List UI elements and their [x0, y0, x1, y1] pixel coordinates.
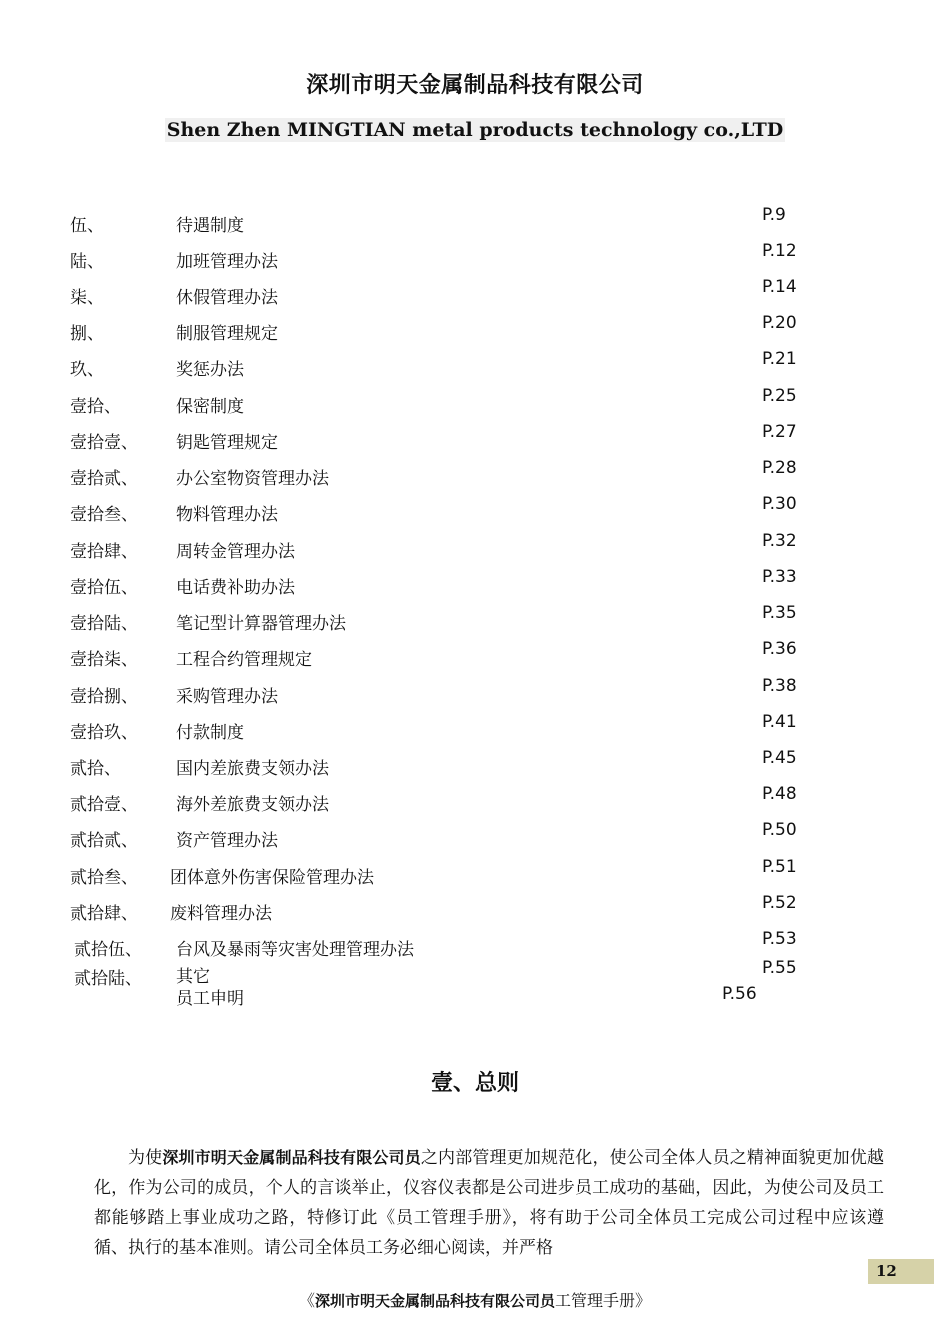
toc-number: 伍、 [70, 216, 104, 236]
toc-title: 周转金管理办法 [176, 542, 295, 562]
toc-page: P.30 [762, 494, 797, 514]
toc-page: P.9 [762, 205, 786, 225]
toc-page: P.55 [762, 958, 797, 978]
toc-title: 团体意外伤害保险管理办法 [170, 868, 374, 888]
toc-page: P.32 [762, 531, 797, 551]
toc-row [0, 984, 950, 1014]
toc-page: P.53 [762, 929, 797, 949]
toc-row [0, 820, 950, 850]
toc-row [0, 748, 950, 778]
toc-row [0, 458, 950, 488]
page-number-badge: 12 [868, 1259, 934, 1284]
toc-page: P.35 [762, 603, 797, 623]
toc-row [0, 857, 950, 887]
toc-title: 员工申明 [176, 989, 244, 1009]
toc-title: 海外差旅费支领办法 [176, 795, 329, 815]
section-heading: 壹、总则 [430, 1071, 519, 1096]
toc-number: 壹拾、 [70, 397, 121, 417]
footer-suffix: 工管理手册》 [555, 1291, 652, 1310]
toc-title: 钥匙管理规定 [176, 433, 278, 453]
toc-row [0, 422, 950, 452]
toc-title: 付款制度 [176, 723, 244, 743]
toc-row [0, 784, 950, 814]
toc-number: 壹拾伍、 [70, 578, 138, 598]
toc-title: 待遇制度 [176, 216, 244, 236]
company-name-cn: 深圳市明天金属制品科技有限公司 [306, 73, 644, 98]
footer-title [0, 1288, 950, 1311]
toc-number: 壹拾贰、 [70, 469, 138, 489]
toc-title: 其它 [176, 967, 210, 987]
toc-title: 奖惩办法 [176, 360, 244, 380]
toc-number: 壹拾玖、 [70, 723, 138, 743]
toc-page: P.14 [762, 277, 797, 297]
toc-number: 壹拾壹、 [70, 433, 138, 453]
toc-page: P.12 [762, 241, 797, 261]
footer-prefix: 《 [298, 1291, 315, 1310]
toc-title: 采购管理办法 [176, 687, 278, 707]
toc-row [0, 349, 950, 379]
toc-page: P.50 [762, 820, 797, 840]
toc-row [0, 205, 950, 235]
toc-page: P.38 [762, 676, 797, 696]
toc-row [0, 929, 950, 959]
toc-row [0, 676, 950, 706]
toc-title: 电话费补助办法 [176, 578, 295, 598]
toc-number: 贰拾伍、 [74, 940, 142, 960]
toc-title: 废料管理办法 [170, 904, 272, 924]
toc-number: 玖、 [70, 360, 104, 380]
toc-title: 物料管理办法 [176, 505, 278, 525]
toc-page: P.25 [762, 386, 797, 406]
toc-row [0, 277, 950, 307]
toc-title: 加班管理办法 [176, 252, 278, 272]
toc-number: 陆、 [70, 252, 104, 272]
toc-number: 捌、 [70, 324, 104, 344]
toc-title: 休假管理办法 [176, 288, 278, 308]
toc-title: 台风及暴雨等灾害处理管理办法 [176, 940, 414, 960]
toc-page: P.33 [762, 567, 797, 587]
toc-page: P.27 [762, 422, 797, 442]
toc-number: 贰拾陆、 [74, 969, 142, 989]
toc-page: P.48 [762, 784, 797, 804]
footer-company: 深圳市明天金属制品科技有限公司员 [314, 1292, 555, 1310]
toc-page: P.41 [762, 712, 797, 732]
toc-number: 贰拾叁、 [70, 868, 138, 888]
toc-number: 贰拾肆、 [70, 904, 138, 924]
toc-page: P.56 [722, 984, 757, 1004]
toc-row [0, 639, 950, 669]
toc-number: 壹拾捌、 [70, 687, 138, 707]
toc-row [0, 603, 950, 633]
toc-number: 壹拾柒、 [70, 650, 138, 670]
toc-page: P.45 [762, 748, 797, 768]
intro-rest: 之内部管理更加规范化，使公司全体人员之精神面貌更加优越化，作为公司的成员，个人的言谈举止，仪容仪表都是公司进步员工成功的基础，因此，为使公司及员工都能够踏上事业成功之路，特修订此《员工管理手册》，将有助于公司全体员工完成公司过程中应该遵循、执行的基本准则。请公司全体员工务必细心阅读，并严格 [94, 1148, 885, 1258]
toc-row [0, 386, 950, 416]
company-name-en-wrap [0, 118, 950, 142]
toc-title: 办公室物资管理办法 [176, 469, 329, 489]
toc-row [0, 567, 950, 597]
toc-title: 国内差旅费支领办法 [176, 759, 329, 779]
intro-company: 深圳市明天金属制品科技有限公司员 [162, 1148, 421, 1167]
toc-title: 工程合约管理规定 [176, 650, 312, 670]
toc-row [0, 712, 950, 742]
toc-page: P.51 [762, 857, 797, 877]
toc-row [0, 241, 950, 271]
toc-page: P.36 [762, 639, 797, 659]
toc-row [0, 313, 950, 343]
toc-page: P.20 [762, 313, 797, 333]
toc-page: P.52 [762, 893, 797, 913]
toc-number: 贰拾贰、 [70, 831, 138, 851]
toc-number: 贰拾壹、 [70, 795, 138, 815]
toc-number: 贰拾、 [70, 759, 121, 779]
intro-paragraph [94, 1143, 884, 1263]
toc-number: 壹拾叁、 [70, 505, 138, 525]
toc-title: 资产管理办法 [176, 831, 278, 851]
company-name-en: Shen Zhen MINGTIAN metal products technology co.,LTD [166, 119, 784, 141]
toc-row [0, 893, 950, 923]
toc-number: 壹拾肆、 [70, 542, 138, 562]
toc-title: 制服管理规定 [176, 324, 278, 344]
toc-page: P.21 [762, 349, 797, 369]
toc-row [0, 531, 950, 561]
toc-number: 壹拾陆、 [70, 614, 138, 634]
toc-row [0, 494, 950, 524]
toc-title: 保密制度 [176, 397, 244, 417]
intro-prefix: 为使 [128, 1148, 163, 1168]
toc-page: P.28 [762, 458, 797, 478]
toc-title: 笔记型计算器管理办法 [176, 614, 346, 634]
toc-number: 柒、 [70, 288, 104, 308]
